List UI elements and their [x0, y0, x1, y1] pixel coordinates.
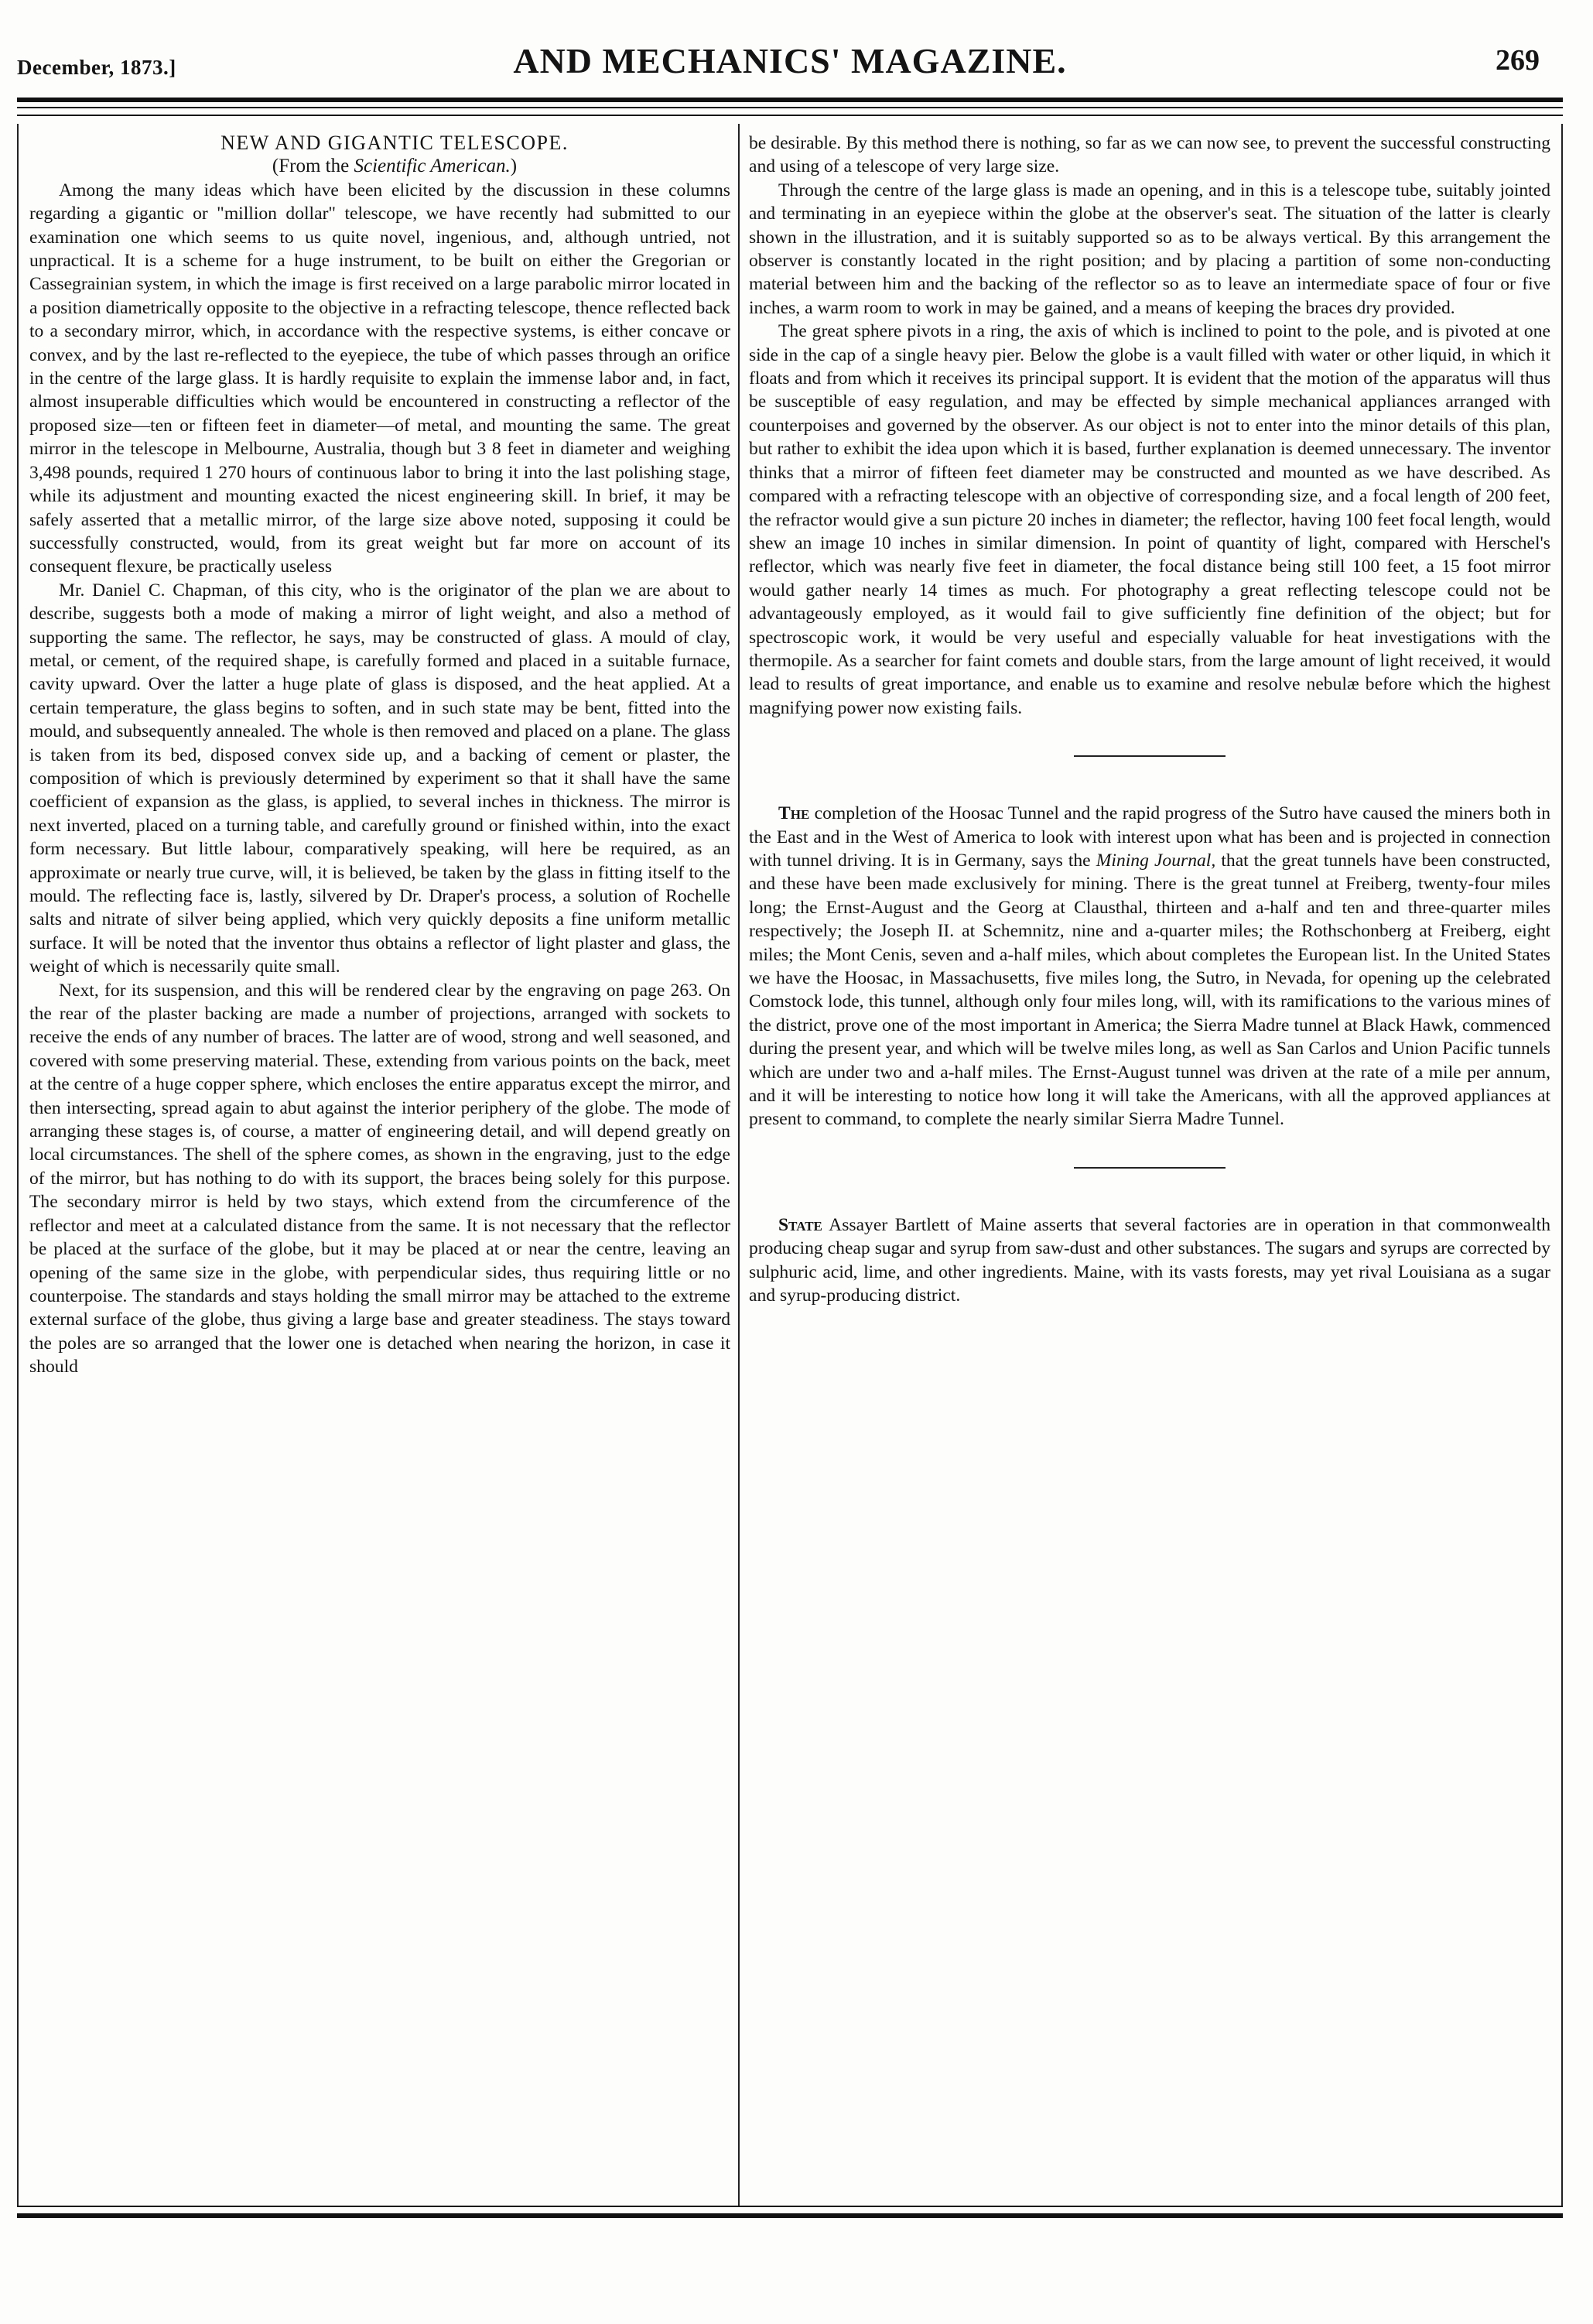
assayer-paragraph: State Assayer Bartlett of Maine asserts that several factories are in operation in that commonwealth producing cheap sugar and syrup from saw-dust and other substances. The sugars and syrups are corrected by sulphuric acid, lime, and other ingredients. Maine, with its vasts forests, may yet rival Louisiana as a sugar and syrup-producing district. [749, 1214, 1550, 1306]
header-title: AND MECHANICS' MAGAZINE. [513, 41, 1067, 80]
header-date: December, 1873.] [17, 56, 176, 79]
assayer-lead-word: State [778, 1214, 822, 1235]
article-paragraph: Among the many ideas which have been elicited by the discussion in these columns regarding a gigantic or "million dollar" telescope, we have recently had submitted to our examination one which seems to us quite novel, ingenious, and, although untried, not unpractical. It is a scheme for a huge instrument, to be built on either the Gregorian or Cassegrainian system, in which the image is first received on a large parabolic mirror located in a position diametrically opposite to the objective in a refracting telescope, thence reflected back to a secondary mirror, which, in accordance with the respective systems, is either concave or convex, and by the last re-reflected to the eyepiece, the tube of which passes through an orifice in the centre of the large glass. It is hardly requisite to explain the immense labor and, in fact, almost insuperable difficulties which would be encountered in constructing a reflector of the proposed size—ten or fifteen feet in diameter—of metal, and mounting the same. The great mirror in the telescope in Melbourne, Australia, though but 3 8 feet in diameter and weighing 3,498 pounds, required 1 270 hours of continuous labor to bring it into the last polishing stage, while its adjustment and mounting exacted the nicest engineering skill. In brief, it may be safely asserted that a metallic mirror, of the large size above noted, supposing it could be successfully constructed, would, from its great weight but far more on account of its consequent flexure, be practically useless [29, 180, 730, 577]
right-border-rule [1561, 124, 1563, 2206]
page-header [17, 40, 1563, 85]
tunnel-paragraph: The completion of the Hoosac Tunnel and the rapid progress of the Sutro have caused the miners both in the East and in the West of America to look with interest upon what has been and is projected in connection with tunnel driving. It is in Germany, says the Mining Journal, that the great tunnels have been constructed, and these have been made exclusively for mining. There is the great tunnel at Freiberg, twenty-four miles long; the Ernst-August and the Georg at Clausthal, thirteen and a-half and ten and three-quarter miles respectively; the Joseph II. at Schemnitz, nine and a-quarter miles; the Rothschonberg at Freiberg, eight miles; the Mont Cenis, seven and a-half miles, which about completes the European list. In the United States we have the Hoosac, in Massachusetts, five miles long, the Sutro, in Nevada, for opening up the celebrated Comstock lode, this tunnel, although only four miles long, will, with its ramifications to the various mines of the district, prove one of the most important in America; the Sierra Madre tunnel at Black Hawk, commenced during the present year, and which will be twelve miles long, as well as San Carlos and Union Pacific tunnels which are under two and a-half miles. The Ernst-August tunnel was driven at the rate of a mile per annum, and it will be interesting to notice how long it will take the Americans, with all the approved appliances at present to command, to complete the nearly similar Sierra Madre Tunnel. [749, 803, 1551, 1130]
page-number: 269 [1496, 44, 1540, 77]
article-continuation: be desirable. By this method there is nothing, so far as we can now see, to prevent the successful constructing and using of a telescope of very large size. [749, 133, 1550, 177]
header-rule-thin-2 [17, 115, 1563, 116]
footer-rule [17, 2206, 1563, 2207]
article-paragraph: Through the centre of the large glass is made an opening, and in this is a telescope tube, suitably jointed and terminating in an eyepiece within the globe at the observer's seat. The situation of the latter is clearly shown in the illustration, and it is suitably supported so as to be always vertical. By this arrangement the observer is constantly located in the right position; and by placing a partition of some non-conducting material between him and the backing of the reflector so as to leave an intermediate space of four or five inches, a warm room to work in may be gained, and a means of keeping the braces dry provided. [749, 180, 1550, 318]
article-source: (From the Scientific American.) [272, 156, 518, 177]
header-rule [17, 98, 1563, 102]
header-rule-thin [17, 107, 1563, 108]
column-divider [738, 124, 740, 2206]
article-paragraph: Mr. Daniel C. Chapman, of this city, who is the originator of the plan we are about to describe, suggests both a mode of making a mirror of light weight, and also a method of supporting the same. The reflector, he says, may be constructed of glass. A mould of clay, metal, or cement, of the required shape, is carefully formed and placed in a suitable furnace, cavity upward. Over the latter a huge plate of glass is disposed, and the heat applied. At a certain temperature, the glass begins to soften, and in such state may be bent, fitted into the mould, and subsequently annealed. The whole is then removed and placed on a plane. The glass is taken from its bed, disposed convex side up, and a backing of cement or plaster, the composition of which is previously determined by experiment so that it shall have the same coefficient of expansion as the glass, is applied, to several inches in thickness. The mirror is next inverted, placed on a turning table, and carefully ground or finished within, into the exact form necessary. But little labour, comparatively speaking, will here be required, as an approximate or nearly true curve, will, it is believed, be taken by the glass in fitting itself to the mould. The reflecting face is, lastly, silvered by Dr. Draper's process, a solution of Rochelle salts and nitrate of silver being applied, which very quickly deposits a fine uniform metallic surface. It will be noted that the inventor thus obtains a reflector of light plaster and glass, the weight of which is necessarily quite small. [29, 580, 730, 977]
section-separator [1074, 755, 1226, 757]
left-border-rule [17, 124, 19, 2206]
article-paragraph: Next, for its suspension, and this will be rendered clear by the engraving on page 263. On the rear of the plaster backing are made a number of projections, arranged with sockets to receive the ends of any number of braces. The latter are of wood, strong and well seasoned, and covered with some preserving material. These, extending from various points on the back, meet at the centre of a huge copper sphere, which encloses the entire apparatus except the mirror, and then intersecting, spread again to abut against the interior periphery of the globe. The mode of arranging these stages is, of course, a matter of engineering detail, and will depend greatly on local circumstances. The shell of the sphere comes, as shown in the engraving, just to the edge of the mirror, but has nothing to do with its support, the braces being solely for this purpose. The secondary mirror is held by two stays, which extend from the circumference of the reflector and meet at a calculated distance from the same. It is not necessary that the reflector be placed at the surface of the globe, but it may be placed at or near the centre, leaving an opening of the same size in the globe, with perpendicular sides, thus requiring little or no counterpoise. The standards and stays holding the small mirror may be attached to the extreme external surface of the globe, thus giving a large base and greater steadiness. The stays toward the poles are so arranged that the lower one is detached when nearing the horizon, in case it should [29, 980, 730, 1378]
article-title: NEW AND GIGANTIC TELESCOPE. [220, 132, 569, 154]
footer-rule-thick [17, 2213, 1563, 2218]
section-separator [1074, 1167, 1226, 1169]
tunnel-lead-word: The [778, 803, 810, 824]
source-publication: Scientific American. [354, 156, 511, 177]
journal-name: Mining Journal, [1096, 850, 1216, 871]
article-paragraph: The great sphere pivots in a ring, the axis of which is inclined to point to the pole, and is pivoted at one side in the cap of a single heavy pier. Below the globe is a vault filled with water or other liquid, in which it floats and from which it receives its principal support. It is evident that the motion of the apparatus will thus be susceptible of easy regulation, and may be effected by simple mechanical appliances arranged with counterpoises and governed by the observer. As our object is not to enter into the minor details of this plan, but rather to exhibit the idea upon which it is based, further explanation is deemed unnecessary. The inventor thinks that a mirror of fifteen feet diameter may be constructed and mounted as we have described. As compared with a refracting telescope with an objective of corresponding size, and a focal length of 200 feet, the refractor would give a sun picture 20 inches in diameter; the reflector, having 100 feet focal length, would shew an image 10 inches in similar dimension. In point of quantity of light, compared with Herschel's reflector, which was nearly five feet in diameter, the focal distance being still 100 feet, a 15 foot mirror would gather nearly 14 times as much. For photography a great reflecting telescope could not be advantageously employed, as it would fail to give sufficiently fine definition of the object; but for spectroscopic work, it would be very useful and especially valuable for heat investigations with the thermopile. As a searcher for faint comets and double stars, from the large amount of light received, it would lead to results of great importance, and enable us to examine and resolve nebulæ before which the highest magnifying power now existing fails. [749, 321, 1550, 718]
left-column [29, 132, 730, 2198]
right-column [749, 132, 1550, 2198]
